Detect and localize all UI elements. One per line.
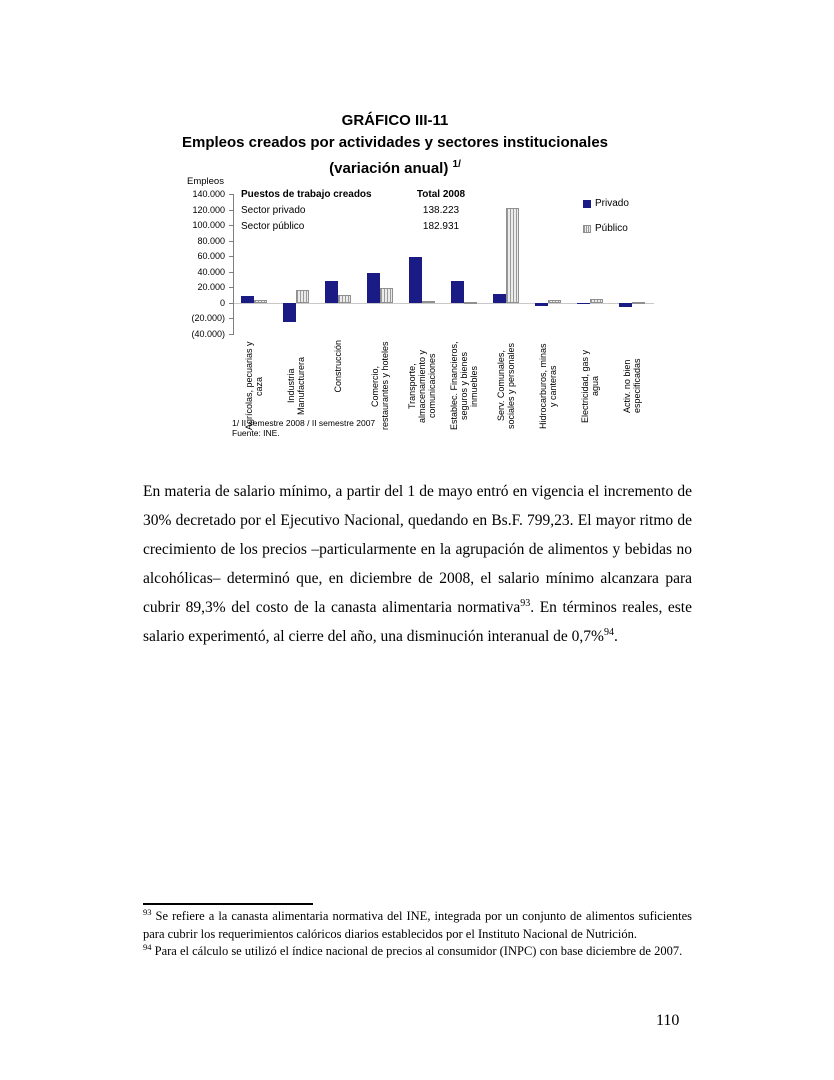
y-tick-label: 100.000: [192, 220, 225, 231]
x-category-label: Industria Manufacturera: [286, 356, 306, 416]
footnote-ref-94: 94: [603, 626, 614, 638]
bar-publico-7: [548, 300, 561, 303]
y-tick-label: 20.000: [197, 282, 225, 293]
y-tick-mark: [229, 318, 234, 319]
body-paragraph: [143, 477, 692, 651]
x-category-label: Agrícolas, pecuarias y caza: [244, 341, 264, 431]
bar-publico-9: [632, 302, 645, 304]
footnote-ref-93: 93: [520, 597, 531, 609]
chart-title-block: [95, 110, 695, 180]
inset-label-publico: Sector público: [241, 220, 305, 232]
x-category-label: Electricidad, gas y agua: [580, 349, 600, 423]
inset-header-row: [241, 186, 496, 202]
inset-row-publico: [241, 218, 496, 234]
bar-privado-2: [325, 281, 338, 303]
chart-title: GRÁFICO III-11: [341, 112, 449, 129]
chart-subtitle-footnote-ref: 1/: [452, 159, 461, 170]
y-axis-labels: [185, 189, 227, 339]
bar-privado-5: [451, 281, 464, 303]
footnote-93-number: 93: [143, 906, 152, 917]
bar-publico-6: [506, 208, 519, 303]
bar-publico-1: [296, 290, 309, 302]
y-tick-mark: [229, 210, 234, 211]
x-category-slot: [611, 340, 653, 442]
bar-publico-4: [422, 301, 435, 303]
y-tick-mark: [229, 194, 234, 195]
x-category-slot: [485, 340, 527, 442]
paragraph-text-2: . En términos reales, este salario experimentó, al cierre del año, una disminución interanual de 0,7%: [143, 598, 692, 645]
page-number: 110: [656, 1012, 680, 1029]
footnote-94-text: Para el cálculo se utilizó el índice nacional de precios al consumidor (INPC) con base diciembre de 2007.: [151, 944, 683, 958]
x-category-label: Activ. no bien especificadas: [622, 358, 642, 414]
inset-label-privado: Sector privado: [241, 204, 306, 216]
footnote-94: [143, 943, 692, 961]
bar-privado-1: [283, 303, 296, 322]
legend-label-privado: Privado: [595, 198, 629, 209]
y-tick-mark: [229, 287, 234, 288]
chart-subtitle: Empleos creados por actividades y sectores institucionales: [182, 134, 608, 151]
chart-footnote-line2: Fuente: INE.: [232, 428, 280, 438]
inset-value-privado: 138.223: [422, 204, 460, 216]
bar-chart: [185, 174, 665, 449]
bar-privado-4: [409, 257, 422, 303]
chart-subtitle-2-text: (variación anual): [329, 160, 453, 177]
footnote-separator: [143, 903, 313, 905]
bar-privado-0: [241, 296, 254, 303]
y-tick-mark: [229, 256, 234, 257]
bar-privado-7: [535, 303, 548, 306]
x-category-label: Establec. Financieros, seguros y bienes inmuebles: [449, 341, 479, 431]
privado-swatch-icon: [583, 200, 591, 208]
bar-publico-8: [590, 299, 603, 303]
chart-footnote: [232, 418, 375, 438]
paragraph-text-3: .: [613, 627, 618, 645]
bar-privado-3: [367, 273, 380, 303]
legend-item-publico: [583, 223, 629, 234]
inset-value-publico: 182.931: [422, 220, 460, 232]
bar-privado-9: [619, 303, 632, 307]
y-tick-label: 0: [219, 297, 225, 308]
bar-privado-6: [493, 294, 506, 303]
footnote-93-text: Se refiere a la canasta alimentaria normativa del INE, integrada por un conjunto de alimentos suficientes para cubrir los requerimientos calóricos diarios establecidos por el Instituto Nacional de Nutrición.: [143, 909, 692, 941]
inset-header-value: Total 2008: [416, 188, 466, 200]
x-category-slot: [527, 340, 569, 442]
y-tick-label: 140.000: [192, 189, 225, 199]
zero-axis-line: [234, 303, 654, 304]
x-category-slot: [443, 340, 485, 442]
x-category-label: Hidrocarburos, minas y canteras: [538, 343, 558, 429]
x-category-label: Comercio, restaurantes y hoteles: [370, 341, 390, 431]
inset-row-privado: [241, 202, 496, 218]
legend-item-privado: [583, 198, 629, 209]
chart-legend: [583, 198, 629, 248]
footnote-94-number: 94: [143, 941, 152, 952]
bar-publico-2: [338, 295, 351, 303]
footnote-93: [143, 908, 692, 943]
x-category-label: Transporte, almacenamiento y comunicaciones: [407, 349, 437, 423]
y-tick-label: 80.000: [197, 235, 225, 246]
y-tick-label: 40.000: [197, 266, 225, 277]
y-tick-label: 60.000: [197, 251, 225, 262]
publico-swatch-icon: [583, 225, 591, 233]
chart-footnote-line1: 1/ II semestre 2008 / II semestre 2007: [232, 418, 376, 428]
y-tick-mark: [229, 334, 234, 335]
bar-publico-3: [380, 288, 393, 303]
y-tick-mark: [229, 241, 234, 242]
y-tick-label: (40.000): [191, 329, 225, 339]
bar-publico-5: [464, 302, 477, 304]
x-category-slot: [569, 340, 611, 442]
inset-header-label: Puestos de trabajo creados: [241, 188, 372, 200]
bar-publico-0: [254, 300, 267, 303]
x-category-label: Construcción: [333, 340, 343, 393]
bar-privado-8: [577, 303, 590, 305]
y-tick-mark: [229, 272, 234, 273]
y-tick-mark: [229, 225, 234, 226]
paragraph-text-1: En materia de salario mínimo, a partir del 1 de mayo entró en vigencia el incremento de 30% decretado por el Ejecutivo Nacional, quedando en Bs.F. 799,23. El mayor ritmo de crecimiento de los precios –particularmente en la agrupación de alimentos y bebidas no alcohólicas– determinó que, en diciembre de 2008, el salario mínimo alcanzara para cubrir 89,3% del costo de la canasta alimentaria normativa: [143, 482, 692, 616]
footnotes-block: [143, 908, 692, 961]
x-category-label: Serv. Comunales, sociales y personales: [496, 342, 516, 430]
inset-table: [241, 186, 496, 234]
x-category-slot: [401, 340, 443, 442]
y-tick-label: 120.000: [192, 204, 225, 215]
y-axis-title: Empleos: [187, 176, 224, 187]
legend-label-publico: Público: [595, 223, 628, 234]
y-tick-label: (20.000): [191, 313, 225, 324]
